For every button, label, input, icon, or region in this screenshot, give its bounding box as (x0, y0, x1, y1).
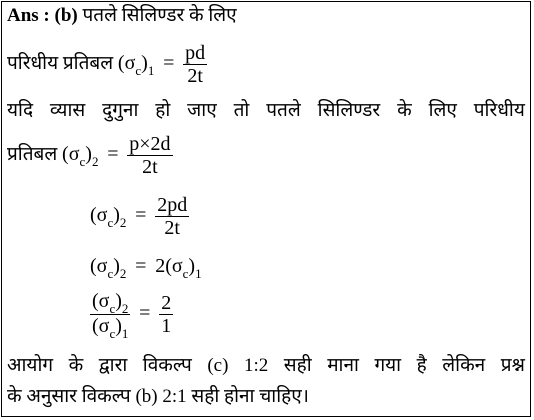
denominator: 2t (164, 217, 180, 239)
denominator: 2t (187, 65, 203, 87)
stress-relation (90, 255, 202, 279)
numerator: $(\sigma_c)_2$ (92, 290, 129, 316)
word: माना (327, 355, 359, 376)
word: सही (283, 355, 312, 376)
fraction (90, 290, 130, 339)
equals-sign: = (135, 203, 147, 226)
conclusion-line-2: के अनुसार विकल्प (b) 2:1 सही होना चाहिए। (7, 386, 309, 407)
word: 1:2 (243, 355, 269, 376)
equals-sign: = (107, 142, 119, 165)
sigma-symbol: $(\sigma_c)_2$ (90, 255, 127, 281)
word: के (68, 355, 84, 376)
fraction (183, 42, 207, 87)
word: है (416, 355, 427, 376)
word: जाए (187, 100, 217, 121)
equals-sign: = (163, 51, 175, 74)
word: के (397, 100, 412, 121)
numerator: pd (185, 42, 206, 64)
numerator: 2 (161, 292, 172, 314)
word: लेकिन (442, 355, 486, 376)
word: द्वारा (98, 355, 128, 376)
answer-heading-text: पतले सिलिण्डर के लिए (82, 5, 237, 26)
word: सिलिण्डर (317, 100, 381, 121)
fraction (155, 194, 189, 239)
equals-sign: = (139, 301, 151, 324)
sigma-symbol: $(\sigma_c)_1$ (117, 51, 155, 78)
hoop-stress-label: परिधीय प्रतिबल (7, 52, 114, 74)
word: (c) (207, 355, 229, 376)
word: लिए (428, 100, 457, 121)
word: आयोग (7, 355, 54, 376)
numerator: p×2d (129, 133, 171, 155)
word: गया (374, 355, 402, 376)
word: पतले (266, 100, 301, 121)
equals-sign: = (135, 255, 147, 277)
word: यदि (7, 100, 34, 121)
stress-formula-simplified (90, 194, 189, 239)
stress-label: प्रतिबल (7, 143, 58, 165)
stress-ratio (90, 290, 173, 339)
stress-formula-doubled (7, 133, 173, 178)
word: हो (155, 100, 171, 121)
word: तो (233, 100, 250, 121)
fraction (127, 133, 172, 178)
sigma-symbol: $(\sigma_c)_2$ (90, 203, 127, 230)
word: परिधीय (473, 100, 525, 121)
fraction (159, 292, 173, 337)
word: व्यास (49, 100, 86, 121)
word: प्रश्न (500, 355, 525, 376)
numerator: 2pd (157, 194, 188, 216)
denominator: 2t (142, 156, 158, 178)
sigma-symbol: $(\sigma_c)_2$ (62, 142, 99, 169)
answer-heading (7, 5, 237, 27)
hoop-stress-formula (7, 42, 207, 87)
word: विकल्प (142, 355, 192, 376)
statement-line (7, 100, 525, 122)
answer-label: Ans : (b) (7, 5, 78, 26)
word: दुगुना (102, 100, 139, 121)
sigma-symbol: $2(\sigma_c)_1$ (155, 255, 202, 281)
denominator: $(\sigma_c)_1$ (92, 315, 129, 341)
denominator: 1 (161, 315, 172, 337)
conclusion-line-1 (7, 355, 525, 377)
